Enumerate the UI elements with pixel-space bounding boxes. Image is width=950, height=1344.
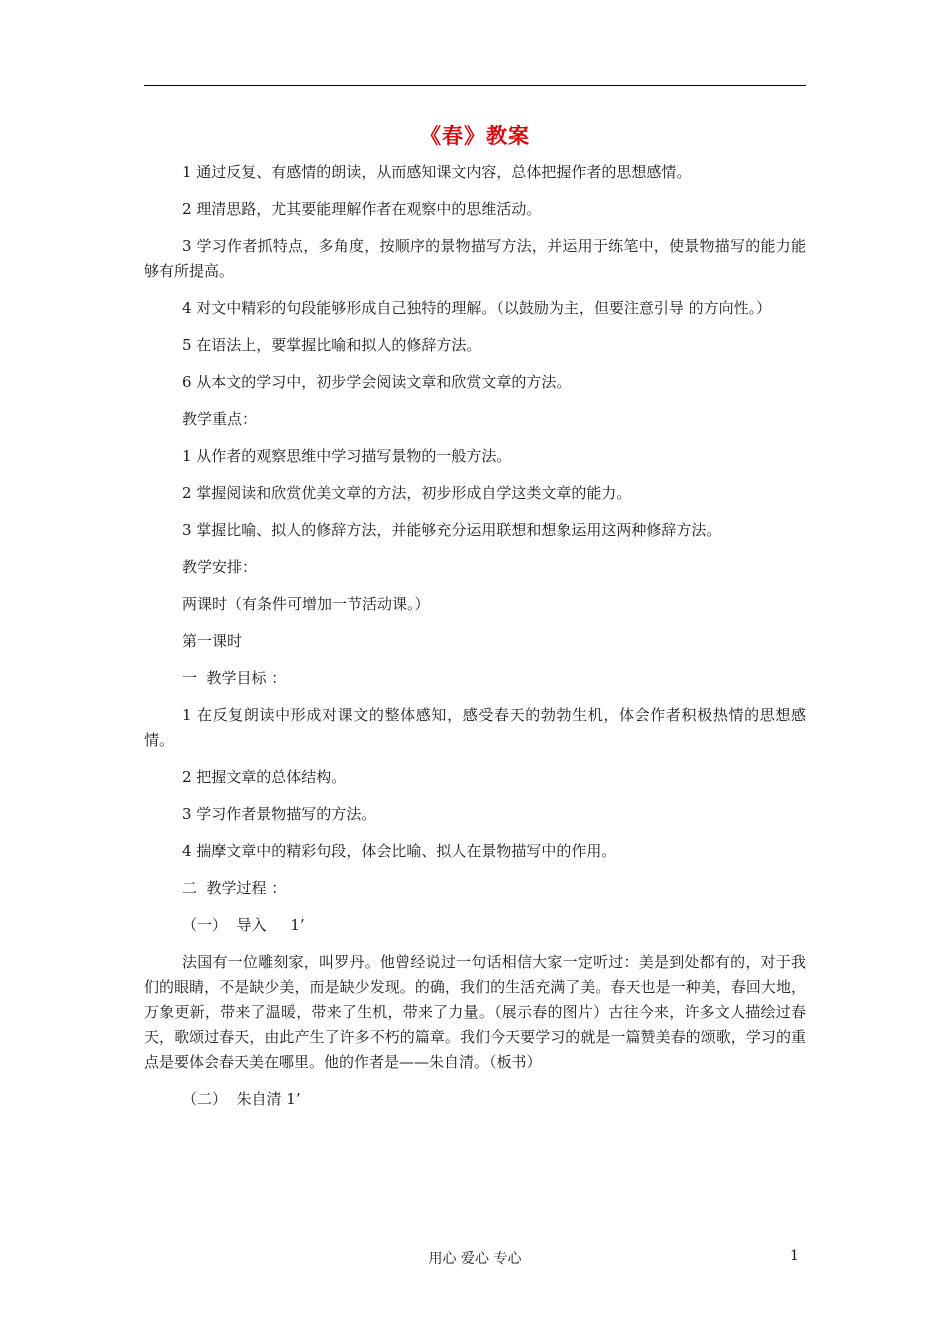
paragraph: 2 把握文章的总体结构。 xyxy=(182,768,347,786)
paragraph: 教学安排： xyxy=(182,558,258,576)
paragraph: （二） 朱自清 1’ xyxy=(182,1090,301,1108)
paragraph: 1 在反复朗读中形成对课文的整体感知，感受春天的勃勃生机，体会作者积极热情的思想感情。 xyxy=(144,706,806,749)
footer-slogan: 用心 爱心 专心 xyxy=(428,1251,522,1267)
paragraph: 3 学习作者景物描写的方法。 xyxy=(182,805,377,823)
paragraph: 1 通过反复、有感情的朗读，从而感知课文内容，总体把握作者的思想感情。 xyxy=(182,163,692,181)
paragraph: 一 教学目标 ： xyxy=(182,669,287,687)
paragraph: 二 教学过程 ： xyxy=(182,879,287,897)
paragraph: 4 揣摩文章中的精彩句段，体会比喻、拟人在景物描写中的作用。 xyxy=(182,842,617,860)
paragraph: 5 在语法上，要掌握比喻和拟人的修辞方法。 xyxy=(182,336,482,354)
paragraph: 第一课时 xyxy=(182,632,243,650)
paragraph: 两课时（有条件可增加一节活动课。） xyxy=(182,595,430,613)
page-number: 1 xyxy=(790,1248,799,1264)
document-body xyxy=(144,160,806,1124)
paragraph: 教学重点： xyxy=(182,410,258,428)
paragraph: 2 理清思路，尤其要能理解作者在观察中的思维活动。 xyxy=(182,200,542,218)
paragraph: 4 对文中精彩的句段能够形成自己独特的理解。（以鼓励为主，但要注意引导 的方向性。） xyxy=(182,299,772,317)
paragraph: 法国有一位雕刻家，叫罗丹。他曾经说过一句话相信大家一定听过：美是到处都有的，对于我们的眼睛，不是缺少美，而是缺少发现。的确，我们的生活充满了美。春天也是一种美，春回大地，万象更新，带来了温暖，带来了生机，带来了力量。（展示春的图片）古往今来，许多文人描绘过春天，歌颂过春天，由此产生了许多不朽的篇章。我们今天要学习的就是一篇赞美春的颂歌，学习的重点是要体会春天美在哪里。他的作者是——朱自清。（板书） xyxy=(144,953,806,1071)
paragraph: （一） 导入 1’ xyxy=(182,916,305,934)
paragraph: 2 掌握阅读和欣赏优美文章的方法，初步形成自学这类文章的能力。 xyxy=(182,484,632,502)
page-title: 《春》教案 xyxy=(420,123,530,148)
paragraph: 6 从本文的学习中，初步学会阅读文章和欣赏文章的方法。 xyxy=(182,373,572,391)
header-rule xyxy=(144,85,806,86)
paragraph: 3 掌握比喻、拟人的修辞方法，并能够充分运用联想和想象运用这两种修辞方法。 xyxy=(182,521,722,539)
paragraph: 3 学习作者抓特点，多角度，按顺序的景物描写方法，并运用于练笔中，使景物描写的能力能够有所提高。 xyxy=(144,237,806,280)
paragraph: 1 从作者的观察思维中学习描写景物的一般方法。 xyxy=(182,447,512,465)
